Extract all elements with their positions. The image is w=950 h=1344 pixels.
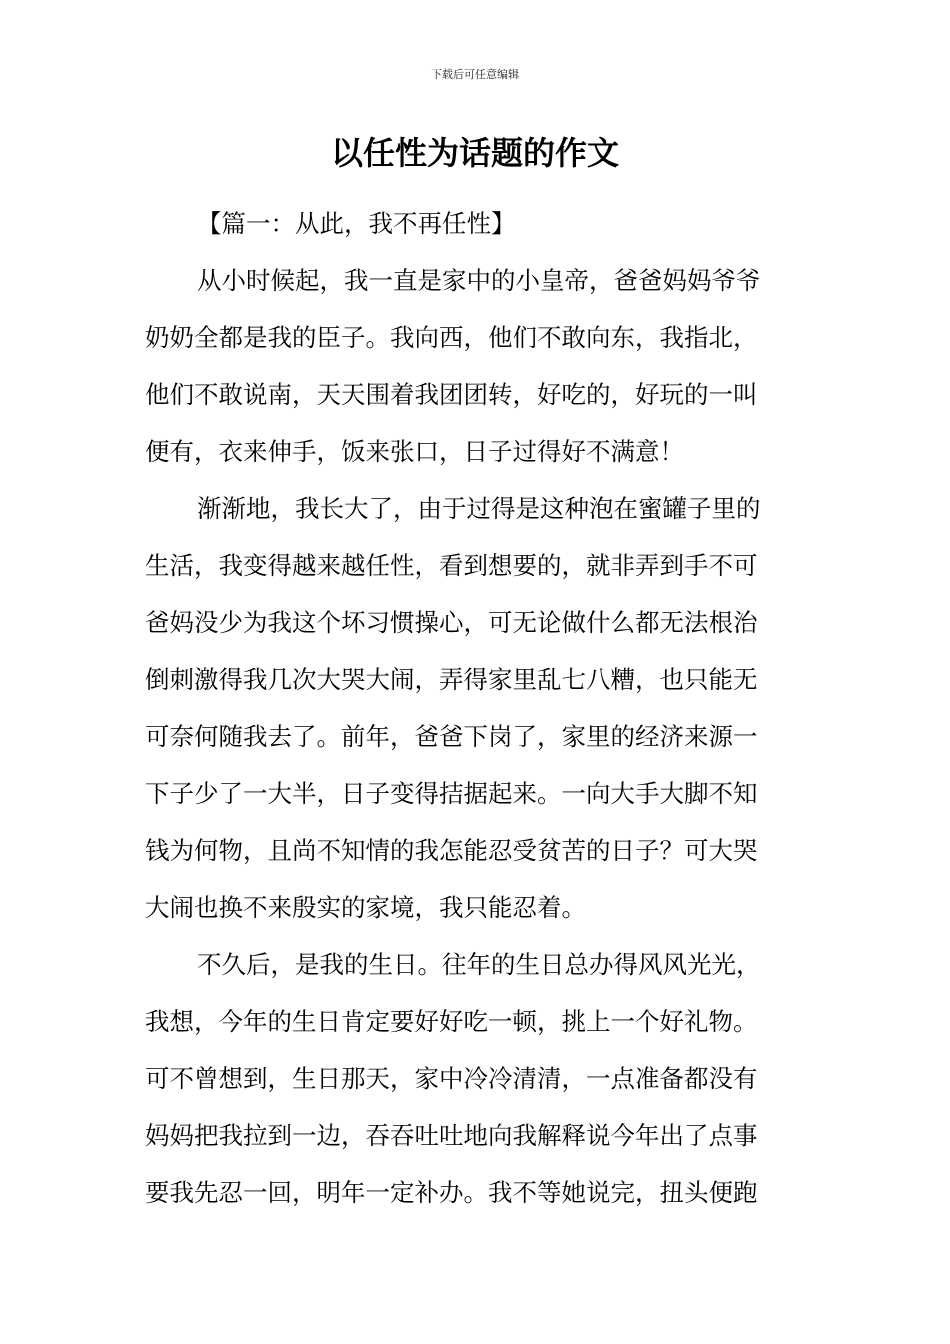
paragraph-line: 从小时候起，我一直是家中的小皇帝，爸爸妈妈爷爷 xyxy=(197,266,761,295)
paragraph-line: 爸妈没少为我这个坏习惯操心，可无论做什么都无法根治 xyxy=(145,608,758,637)
paragraph-line: 他们不敢说南，天天围着我团团转，好吃的，好玩的一叫 xyxy=(145,380,758,409)
paragraph-line: 奶奶全都是我的臣子。我向西，他们不敢向东，我指北， xyxy=(145,323,758,352)
paragraph-line: 要我先忍一回，明年一定补办。我不等她说完，扭头便跑 xyxy=(145,1178,758,1207)
paragraph-line: 可不曾想到，生日那天，家中冷冷清清，一点准备都没有 xyxy=(145,1064,758,1093)
paragraph-line: 不久后，是我的生日。往年的生日总办得风风光光， xyxy=(197,950,761,979)
document-body xyxy=(145,195,805,1221)
paragraph-line: 我想，今年的生日肯定要好好吃一顿，挑上一个好礼物。 xyxy=(145,1007,758,1036)
section-heading: 【篇一：从此，我不再任性】 xyxy=(197,209,516,238)
paragraph-line: 可奈何随我去了。前年，爸爸下岗了，家里的经济来源一 xyxy=(145,722,758,751)
paragraph-line: 渐渐地，我长大了，由于过得是这种泡在蜜罐子里的 xyxy=(197,494,761,523)
paragraph-line: 妈妈把我拉到一边，吞吞吐吐地向我解释说今年出了点事 xyxy=(145,1121,758,1150)
paragraph-line: 倒刺激得我几次大哭大闹，弄得家里乱七八糟，也只能无 xyxy=(145,665,758,694)
paragraph-line: 生活，我变得越来越任性，看到想要的，就非弄到手不可 xyxy=(145,551,758,580)
paragraph-line: 大闹也换不来殷实的家境，我只能忍着。 xyxy=(145,893,586,922)
paragraph-line: 便有，衣来伸手，饭来张口，日子过得好不满意！ xyxy=(145,437,684,466)
paragraph-line: 钱为何物，且尚不知情的我怎能忍受贫苦的日子？可大哭 xyxy=(145,836,758,865)
header-note: 下载后可任意编辑 xyxy=(431,68,519,81)
paragraph-line: 下子少了一大半，日子变得拮据起来。一向大手大脚不知 xyxy=(145,779,758,808)
paragraph-3 xyxy=(145,936,805,1221)
paragraph-2 xyxy=(145,480,805,936)
paragraph-1 xyxy=(145,252,805,480)
document-title: 以任性为话题的作文 xyxy=(330,134,619,172)
